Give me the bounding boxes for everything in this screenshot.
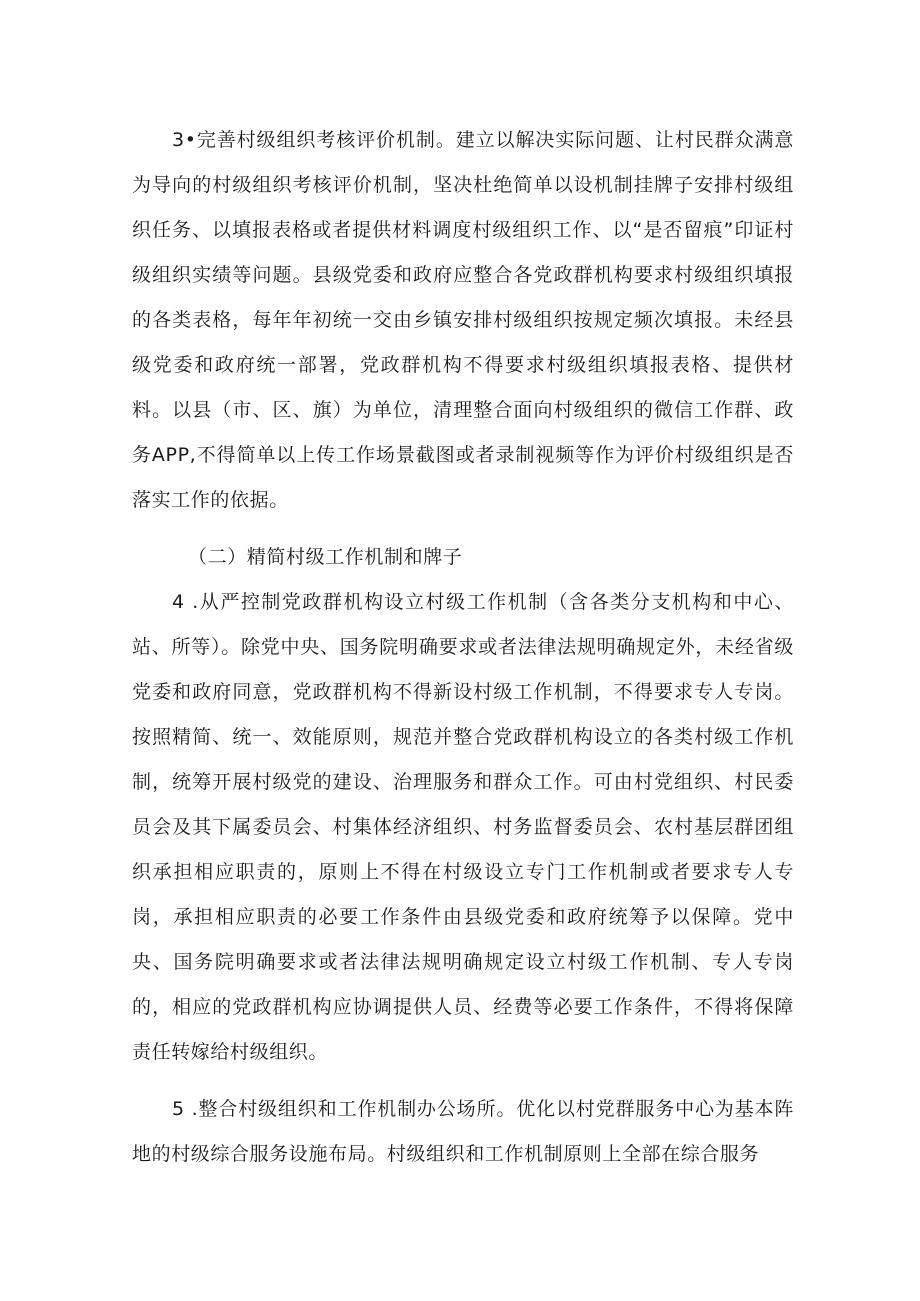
- section-heading: （二）精简村级工作机制和牌子: [188, 546, 463, 568]
- document-body: [132, 118, 794, 1177]
- paragraph-item-4: 4 .从严控制党政群机构设立村级工作机制（含各类分支机构和中心、站、所等）。除党中央、国务院明确要求或者法律法规明确规定外，未经省级党委和政府同意，党政群机构不得新设村级工作机制，不得要求专人专岗。按照精简、统一、效能原则，规范并整合党政群机构设立的各类村级工作机制，统筹开展村级党的建设、治理服务和群众工作。可由村党组织、村民委员会及其下属委员会、村集体经济组织、村务监督委员会、农村基层群团组织承担相应职责的，原则上不得在村级设立专门工作机制或者要求专人专岗，承担相应职责的必要工作条件由县级党委和政府统筹予以保障。党中央、国务院明确要求或者法律法规明确规定设立村级工作机制、专人专岗的，相应的党政群机构应协调提供人员、经费等必要工作条件，不得将保障责任转嫁给村级组织。: [132, 591, 794, 1063]
- paragraph-item-3: 3•完善村级组织考核评价机制。建立以解决实际问题、让村民群众满意为导向的村级组织考核评价机制，坚决杜绝简单以设机制挂牌子安排村级组织任务、以填报表格或者提供材料调度村级组织工作、以“是否留痕”印证村级组织实绩等问题。县级党委和政府应整合各党政群机构要求村级组织填报的各类表格，每年年初统一交由乡镇安排村级组织按规定频次填报。未经县级党委和政府统一部署，党政群机构不得要求村级组织填报表格、提供材料。以县（市、区、旗）为单位，清理整合面向村级组织的微信工作群、政务APP,不得简单以上传工作场景截图或者录制视频等作为评价村级组织是否落实工作的依据。: [132, 129, 794, 511]
- paragraph-item-5: 5 .整合村级组织和工作机制办公场所。优化以村党群服务中心为基本阵地的村级综合服务设施布局。村级组织和工作机制原则上全部在综合服务: [132, 1098, 794, 1165]
